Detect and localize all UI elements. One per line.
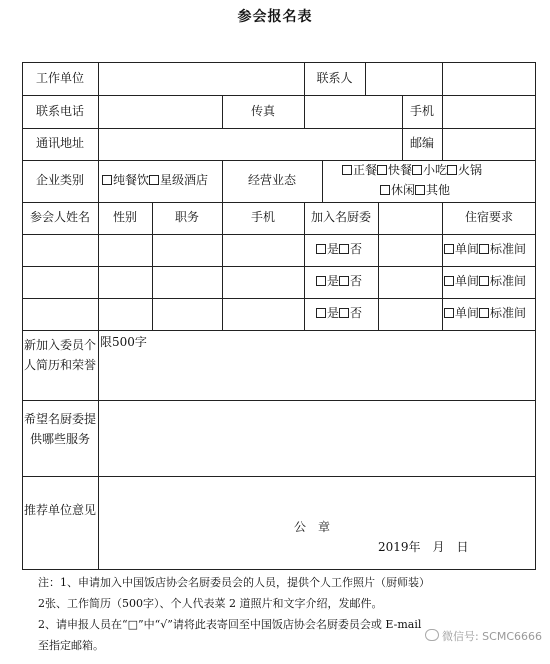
note-line-3: 2、请申报人员在“□”中“√”请将此表寄回至中国饭店协会名厨委员会或 E-mail (38, 618, 422, 631)
col-join-header: 加入名厨委 (310, 210, 371, 224)
business-options-row1 (342, 163, 482, 178)
work-unit-field[interactable] (99, 63, 303, 94)
work-unit-label: 工作单位 (35, 71, 84, 85)
checkbox-icon[interactable] (339, 308, 349, 318)
checkbox-icon[interactable] (316, 244, 326, 254)
address-field[interactable] (99, 129, 401, 159)
col-name-header: 参会人姓名 (29, 210, 90, 224)
note-line-1: 注：1、申请加入中国饭店协会名厨委员会的人员，提供个人工作照片（厨师装） (38, 576, 430, 589)
contact-person-label: 联系人 (316, 71, 353, 85)
checkbox-icon[interactable] (412, 165, 422, 175)
note-line-2: 2张、工作简历（500字）、个人代表菜 2 道照片和文字介绍，发邮件。 (38, 597, 383, 610)
checkbox-icon[interactable] (479, 244, 489, 254)
checkbox-icon[interactable] (339, 244, 349, 254)
enterprise-type-label: 企业类别 (35, 173, 84, 187)
no-label: 否 (350, 306, 363, 320)
enterprise-options (102, 173, 208, 188)
lodging-choice-row1 (444, 242, 526, 257)
yes-label: 是 (327, 274, 340, 288)
option-pure-catering: 纯餐饮 (113, 173, 150, 187)
checkbox-icon[interactable] (149, 175, 159, 185)
yes-label: 是 (327, 306, 340, 320)
checkbox-icon[interactable] (447, 165, 457, 175)
no-label: 否 (350, 274, 363, 288)
service-field[interactable] (99, 401, 534, 475)
lodging-choice-row2 (444, 274, 526, 289)
checkbox-icon[interactable] (102, 175, 112, 185)
fax-label: 传真 (250, 104, 275, 118)
seal-label: 公 章 (294, 520, 331, 534)
col-lodging-header: 住宿要求 (464, 210, 513, 224)
col-gender-header: 性别 (112, 210, 137, 224)
col-position-header: 职务 (174, 210, 199, 224)
join-choice-row3 (316, 306, 362, 321)
phone-field[interactable] (99, 96, 221, 127)
date-label: 2019年 月 日 (378, 540, 469, 554)
col-mobile-header: 手机 (250, 210, 275, 224)
contact-extra-field[interactable] (443, 63, 534, 94)
checkbox-icon[interactable] (415, 185, 425, 195)
form-title: 参会报名表 (237, 9, 313, 25)
standard-room-label: 标准间 (490, 306, 527, 320)
watermark (425, 628, 542, 644)
lodging-choice-row3 (444, 306, 526, 321)
checkbox-icon[interactable] (444, 244, 454, 254)
join-choice-row2 (316, 274, 362, 289)
no-label: 否 (350, 242, 363, 256)
postcode-field[interactable] (443, 129, 534, 159)
checkbox-icon[interactable] (444, 308, 454, 318)
join-choice-row1 (316, 242, 362, 257)
option-leisure: 休闲 (391, 183, 416, 197)
yes-label: 是 (327, 242, 340, 256)
checkbox-icon[interactable] (339, 276, 349, 286)
option-formal-meal: 正餐 (353, 163, 378, 177)
phone-label: 联系电话 (35, 104, 84, 118)
resume-label: 新加入委员个人简历和荣誉 (24, 338, 97, 372)
checkbox-icon[interactable] (479, 276, 489, 286)
note-line-4: 至指定邮箱。 (38, 639, 104, 652)
checkbox-icon[interactable] (342, 165, 352, 175)
single-room-label: 单间 (455, 242, 480, 256)
standard-room-label: 标准间 (490, 274, 527, 288)
checkbox-icon[interactable] (479, 308, 489, 318)
checkbox-icon[interactable] (316, 308, 326, 318)
checkbox-icon[interactable] (316, 276, 326, 286)
service-label: 希望名厨委提供哪些服务 (24, 412, 97, 446)
option-other: 其他 (426, 183, 451, 197)
recommend-label: 推荐单位意见 (24, 503, 97, 517)
wechat-icon (425, 629, 439, 641)
address-label: 通讯地址 (35, 136, 84, 150)
mobile-field[interactable] (443, 96, 534, 127)
checkbox-icon[interactable] (444, 276, 454, 286)
resume-limit: 限500字 (100, 335, 147, 349)
business-options-row2 (380, 183, 450, 198)
option-fast-food: 快餐 (388, 163, 413, 177)
option-hotpot: 火锅 (458, 163, 483, 177)
checkbox-icon[interactable] (380, 185, 390, 195)
option-snack: 小吃 (423, 163, 448, 177)
single-room-label: 单间 (455, 306, 480, 320)
single-room-label: 单间 (455, 274, 480, 288)
contact-person-field[interactable] (366, 63, 441, 94)
registration-form-table (22, 62, 536, 570)
postcode-label: 邮编 (409, 136, 434, 150)
fax-field[interactable] (305, 96, 401, 127)
option-star-hotel: 星级酒店 (160, 173, 209, 187)
mobile-label: 手机 (409, 104, 434, 118)
checkbox-icon[interactable] (377, 165, 387, 175)
watermark-text: 微信号: SCMC6666 (441, 630, 542, 643)
business-format-label: 经营业态 (247, 173, 296, 187)
standard-room-label: 标准间 (490, 242, 527, 256)
